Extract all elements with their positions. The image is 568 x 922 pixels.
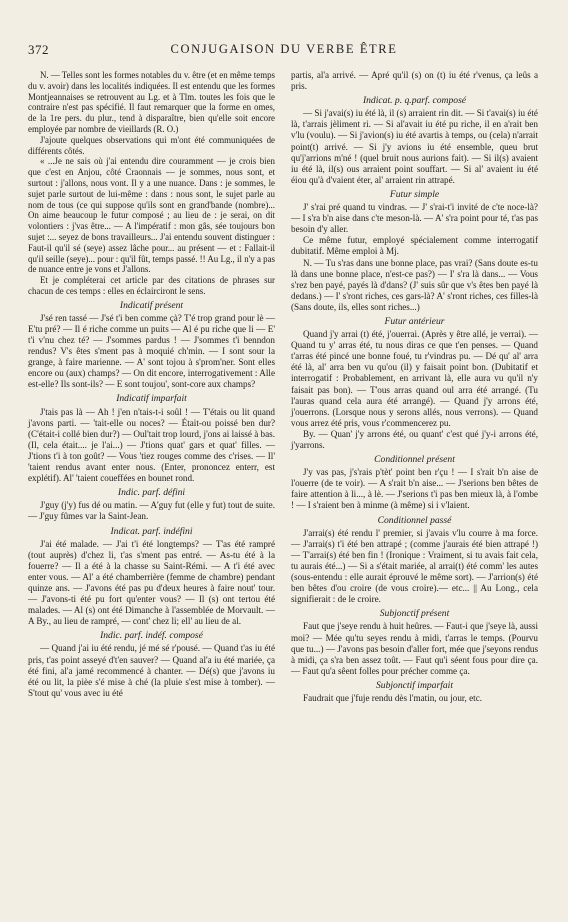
page-number: 372 xyxy=(28,42,49,57)
example-paragraph: Faudrait que j'fuje rendu dès l'matin, ou jour, etc. xyxy=(303,692,483,703)
example-paragraph: J'ai été malade. — J'ai t'i été longtemps? — T'as été rampré (tout auprès) d'chez li, t'as s'ment pas entré. — As-tu été à la fouerre? — Il a été à la chasse su Saint-Rémi. — A t'i été avec enter vous. — Al' a été chamberrière (femme de chambre) pendant quinze ans. — J'avons été pas pu d'deux heures à faire nout' tour. — J'avons-ti été pu fort qu'enter vous? — Il (s) ont tertou été malades. — Al (s) ont été Dimanche à l'assemblée de Morvault. — A By., au lieu de rampré, — cont' chez li; ell' au lieu de al. xyxy=(28,538,275,627)
body-paragraph: Et je compléterai cet article par des citations de phrases sur chacun de ces temps : elles en éclairciront le sens. xyxy=(28,275,275,296)
section-heading: Futur antérieur xyxy=(384,315,445,327)
section-heading: Conditionnel présent xyxy=(374,454,455,466)
example-paragraph: J'tais pas là — Ah ! j'en n'tais-t-i soûl ! — T'étais ou lit quand j'avons parti. — 'tait-elle ou noces? — Était-ou poissé ben dur? (C'était-i collé bien dur?) — Oul'tait trop lourd, j'ons ai laissé à bas. (Il, cela était.... je l'ai...) — J'tions quat' gars et quat' filles. — J'tions t'i à ton goût? — Vous 'tiez rouges comme des c'rises. — Il' 'taient rendus avant enter nous. (Enter, prononcez enterr, est explétif). Al' 'taient coueffées en bounet rond. xyxy=(28,406,275,484)
example-paragraph: Faut que j'seye rendu à huit heûres. — Faut-i que j'seye là, aussi moi? — Mée qu'tu seyes rendu à midi, t'arras le temps. (Pourvu que tu...) — J'avons pas besoin d'aller fort, mée que j'seyons rendus à midi, ça s'ra ben assez toût. — Faut qu'i séent fous pour dire ça. — Faut qu'a sêent folles pour précher comme ça. xyxy=(291,621,538,676)
example-paragraph: J'guy (j'y) fus dé ou matin. — A'guy fut (elle y fut) tout de suite. — J'guy fûmes var la Saint-Jean. xyxy=(28,500,275,522)
example-paragraph: J'arrai(s) été rendu l' premier, si j'avais v'lu courre à ma force. — J'arrai(s) t'i été ben attrapé ; (comme j'aurais été bien attrapé !) — T'arrai(s) été ben fin ! (Ironique : Vraiment, si tu avais fait cela, tu aurais été...) — Si a s'était mariée, al arrai(t) été comm' les autes (sous-entendu : elle aurait éprouvé le même sort). — J'arrion(s) été ben bêtes d'ou croire (de vous croire).— etc... || Au Long., cela signifierait : de le croire. xyxy=(291,527,538,605)
section-heading: Indicatif présent xyxy=(119,299,184,311)
example-paragraph: By. — Quan' j'y arrons été, ou quant' c'est qué j'y-i arrons été, j'yarrons. xyxy=(291,428,538,450)
section-heading: Indicatif imparfait xyxy=(116,393,187,405)
section-heading: Indic. parf. défini xyxy=(117,487,186,499)
example-paragraph: J'y vas pas, j's'rais p'tèt' point ben r'çu ! — I s'rait b'n aise de l'ouerre (de te voir). — A s'rait b'n aise... — J'serions ben bêtes de faire attention à li..., à lè. — J'serions t'i pas ben mieux là, à l'ombe ! — I s'raient ben à minme (à même) si i v'laient. xyxy=(291,467,538,511)
section-heading: Indicat. parf. indéfini xyxy=(110,525,193,537)
body-paragraph: Ce même futur, employé spécialement comme interrogatif dubitatif. Même emploi à Mj. xyxy=(291,235,538,257)
section-heading: Indic. parf. indéf. composé xyxy=(100,630,203,642)
note-paragraph: N. — Telles sont les formes notables du v. être (et en même temps du v. avoir) dans les localités indiquées. Il est entendu que les formes Montjeannaises se retrouvent au Lg. et à Tlm. toutes les fois que le contraire n'est pas spécifié. Il faut remarquer que la forme en omes, de la 1re pers. du plur., tend à disparaître, bien qu'elle soit encore employée par nombre de vieillards (R. O.) xyxy=(28,70,275,134)
example-paragraph: Quand j'y arrai (t) été, j'ouerrai. (Après y être allé, je verrai). — Quand tu y' arras été, tu nous diras ce que t'en penses. — Quand t'arras été pincé une bonne foué, tu r'vindras pu. — Dé qu' al' arra été là, al' arra ben vu qu'ou (il) y faisait point bon. (Dubitatif et interrogatif : Probablement, en arrivant là, elle aura vu qu'il n'y faisait pas bon). — T'ous arras quand oul arra été arrangé. (Tu l'auras quand cela aura été arrangé). — Quand j'y arrons été, j'ouerrons. (Lorsque nous y serons allés, nous verrons). — Quand vous arrez été pris, vous r'commencerez pu. xyxy=(291,329,538,428)
example-paragraph: — Quand j'ai iu été rendu, jé mé sé r'pousé. — Quand t'as iu été pris, t'as point asseyé d't'en sauver? — Quand al'a iu été mariée, ça été fini, al'a jamé recommencé à chanter. — Dé(s) que j'avons iu été ou lit, la pièe s'é mise à ché (la pluie s'est mise à tomber). — S'tout qu' vous avec iu été xyxy=(28,643,275,698)
section-heading: Subjonctif présent xyxy=(379,608,450,620)
example-paragraph: — Si j'avai(s) iu été là, il (s) arraient rin dit. — Si t'avai(s) iu été là, t'arrais jèliment ri. — Si al'avait iu été pu riche, il en a'rait ben v'lu (voulu). — Si j'avion(s) iu été avartis à temps, ou (cela) n'arrait point(t) arrivé. — Si j'y avions iu été ensemble, queu brut qu'j'arrions m'né ! (quel bruit nous aurions fait). — Si il(s) avaient iu été là, il(s) ous arraient point souffart. — Si al' avaient iu été éiou qu'à d'vaient éter, al' arraient rin attrapé. xyxy=(291,108,538,185)
quote-paragraph: « ...Je ne sais où j'ai entendu dire couramment — je crois bien que c'est en Anjou, côté Craonnais — je sommes, nous sont, et surtout : j'allons, nous vont. Il y a une nuance. Dans : je sommes, le sujet parle surtout de lui-même : dans : nous sont, le sujet parle au nom de tous (ce qui suppose qu'ils sont en grand'bande (nombre)... On aime beaucoup le futur composé ; au lieu de : je serai, on dit volontiers : j'vas être... — A l'impératif : mon gâs, sée toujours bon sujet :... seyez de bons travailleurs... J'ai entendu souvent distinguer : Faut-il qu'il sé (seye) assez lâche pour... au présent — et : Fallait-il qu'il seille (seye)... pour : qu'il fût, temps passé. !! Au Lg., il n'y a pas de nuance entre je vons et J'allons. xyxy=(28,156,275,275)
right-column xyxy=(291,70,538,704)
section-heading: Futur simple xyxy=(389,188,440,200)
body-paragraph: J'ajoute quelques observations qui m'ont été communiquées de différents côtés. xyxy=(28,134,275,156)
left-column xyxy=(28,70,275,699)
example-paragraph: J' s'rai pré quand tu vindras. — J' s'rai-t'i invité de c'te noce-là? — I s'ra b'n aise dans c'te meson-là. — A' s'ra point pour té, t'as pas besoin d'y aller. xyxy=(291,202,538,235)
section-heading: Conditionnel passé xyxy=(377,514,452,526)
note-paragraph: N. — Tu s'ras dans une bonne place, pas vrai? (Sans doute es-tu là dans une bonne place, n'est-ce pas?) — I' s'ra là dans... — Vous s'rez ben payé, payés là d'dans? (J' suis sûr que v's êtes ben payé là dedans.) — I' s'ront riches, ces gars-là? A' s'ront riches, ces filles-là (Sans doute, ils, elles sont riches...) xyxy=(291,257,538,312)
page-header xyxy=(28,42,540,60)
running-title: CONJUGAISON DU VERBE ÊTRE xyxy=(170,42,398,56)
example-paragraph: J'sé ren tassé — J'sé t'i ben comme çà? T'é trop grand pour lè — E'tu pré? — Il é riche comme un puits — Al é pu riche que li — E' t'i v'nu chez té? — J'sommes pardus ! — J'sommes t'i benndon rendus? V's êtes s'ment pas à moquié ch'min. — I sont sour la grange, à faire marienne. — A' sont tojou à s'prom'ner. Sont elles encore ou (aux) champs? — On dit encore, interrogativement : Alle est-elle? Ils sont-ils? — E sont toujou', sont-core aux champs? xyxy=(28,312,275,390)
section-heading: Subjonctif imparfait xyxy=(375,679,454,691)
example-paragraph: partis, al'a arrivé. — Apré qu'il (s) on (t) iu été r'venus, ça leûs a pris. xyxy=(291,70,538,92)
section-heading: Indicat. p. q.parf. composé xyxy=(362,95,467,107)
